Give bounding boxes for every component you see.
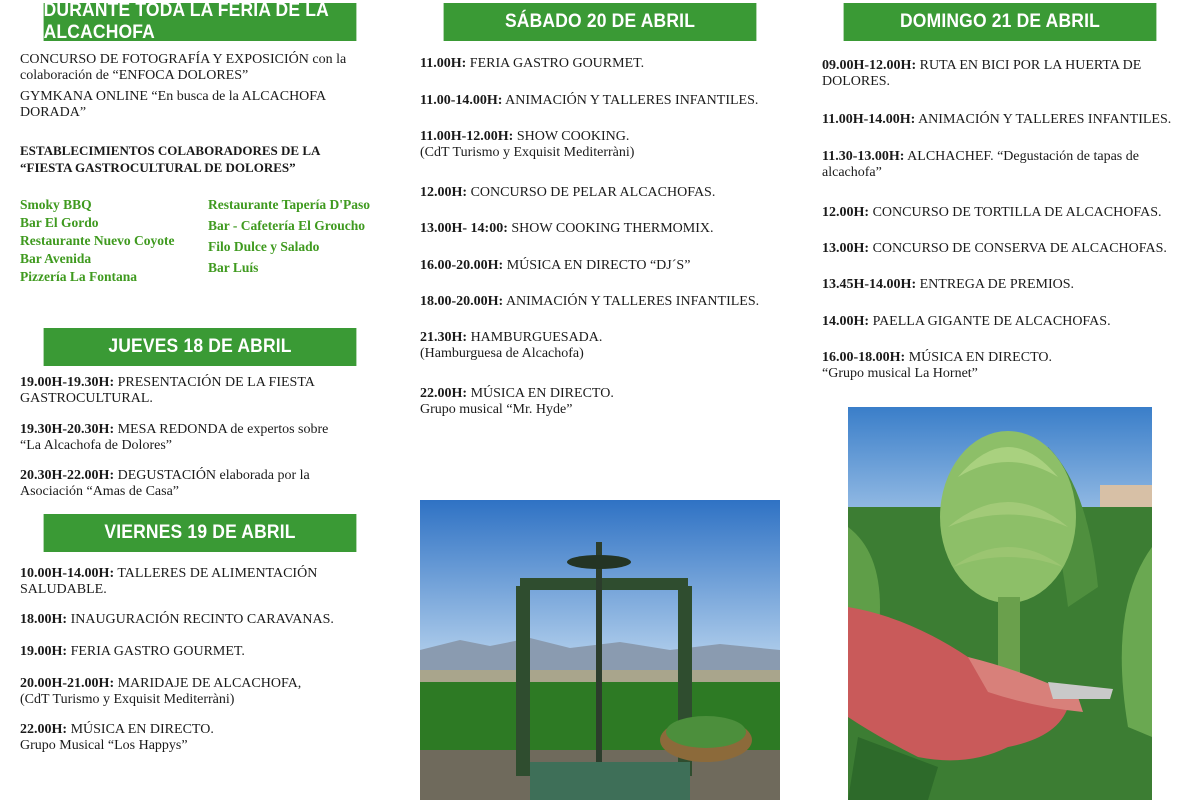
event-detail: (CdT Turismo y Exquisit Mediterràni) [20, 692, 235, 707]
event-detail: DOLORES. [822, 74, 891, 89]
domingo-event-2 [822, 112, 1171, 128]
event-time: 22.00H: [420, 386, 468, 401]
jueves-event-1 [20, 375, 315, 407]
event-text: MÚSICA EN DIRECTO. [67, 722, 214, 737]
photo-well-wheel [420, 500, 780, 800]
event-text: HAMBURGUESADA. [467, 330, 603, 345]
event-time: 21.30H: [420, 330, 468, 345]
event-detail: Grupo Musical “Los Happys” [20, 738, 188, 753]
event-time: 12.00H: [420, 185, 468, 200]
sabado-event-3 [420, 129, 634, 161]
event-text: DEGUSTACIÓN elaborada por la [114, 468, 310, 483]
domingo-event-4 [822, 205, 1161, 221]
event-time: 11.00-14.00H: [420, 93, 503, 108]
event-time: 18.00H: [20, 612, 68, 627]
event-time: 11.30-13.00H: [822, 149, 905, 164]
intro-line-2: colaboración de “ENFOCA DOLORES” [20, 68, 249, 83]
sabado-event-5 [420, 221, 714, 237]
photo-artichoke-hand [848, 407, 1152, 800]
domingo-event-6 [822, 277, 1074, 293]
event-time: 11.00H: [420, 56, 467, 71]
intro-line-1: CONCURSO DE FOTOGRAFÍA Y EXPOSICIÓN con la [20, 52, 347, 67]
event-time: 16.00-18.00H: [822, 350, 906, 365]
event-text: CONCURSO DE TORTILLA DE ALCACHOFAS. [869, 205, 1162, 220]
event-time: 09.00H-12.00H: [822, 58, 917, 73]
artichoke-photo-svg [848, 407, 1152, 800]
event-text: MARIDAJE DE ALCACHOFA, [114, 676, 302, 691]
event-text: MÚSICA EN DIRECTO “DJ´S” [503, 258, 691, 273]
event-time: 19.00H-19.30H: [20, 375, 115, 390]
collab-left-4: Bar Avenida [20, 251, 92, 266]
event-text: INAUGURACIÓN RECINTO CARAVANAS. [67, 612, 334, 627]
event-time: 11.00H-12.00H: [420, 129, 514, 144]
event-detail: Grupo musical “Mr. Hyde” [420, 402, 573, 417]
event-time: 18.00-20.00H: [420, 294, 504, 309]
event-text: CONCURSO DE PELAR ALCACHOFAS. [467, 185, 716, 200]
event-text: FERIA GASTRO GOURMET. [466, 56, 645, 71]
collab-title-1: ESTABLECIMIENTOS COLABORADORES DE LA [20, 143, 321, 158]
collab-right-2: Bar - Cafetería El Groucho [208, 218, 365, 233]
well-photo-svg [420, 500, 780, 800]
collab-left-3: Restaurante Nuevo Coyote [20, 233, 175, 248]
header-sabado: SÁBADO 20 DE ABRIL [444, 3, 757, 41]
event-text: CONCURSO DE CONSERVA DE ALCACHOFAS. [869, 241, 1167, 256]
header-viernes: VIERNES 19 DE ABRIL [44, 514, 357, 552]
event-time: 10.00H-14.00H: [20, 566, 115, 581]
event-text: MÚSICA EN DIRECTO. [905, 350, 1052, 365]
event-detail: “Grupo musical La Hornet” [822, 366, 978, 381]
viernes-event-5 [20, 722, 214, 754]
header-domingo: DOMINGO 21 DE ABRIL [844, 3, 1157, 41]
event-detail: Asociación “Amas de Casa” [20, 484, 179, 499]
event-time: 11.00H-14.00H: [822, 112, 916, 127]
event-detail: (Hamburguesa de Alcachofa) [420, 346, 584, 361]
event-text: MESA REDONDA de expertos sobre [114, 422, 329, 437]
collab-right-3: Filo Dulce y Salado [208, 239, 320, 254]
event-detail: “La Alcachofa de Dolores” [20, 438, 172, 453]
collab-left-1: Smoky BBQ [20, 197, 92, 212]
viernes-event-3 [20, 644, 245, 660]
jueves-event-2 [20, 422, 328, 454]
domingo-event-8 [822, 350, 1052, 382]
collab-left-5: Pizzería La Fontana [20, 269, 137, 284]
event-text: PAELLA GIGANTE DE ALCACHOFAS. [869, 314, 1111, 329]
intro-line-4: DORADA” [20, 105, 87, 120]
event-detail: SALUDABLE. [20, 582, 107, 597]
event-time: 19.00H: [20, 644, 68, 659]
jueves-event-3 [20, 468, 310, 500]
viernes-event-2 [20, 612, 334, 628]
event-text: SHOW COOKING THERMOMIX. [507, 221, 714, 236]
event-time: 13.00H- 14:00: [420, 221, 508, 236]
event-time: 14.00H: [822, 314, 870, 329]
event-text: TALLERES DE ALIMENTACIÓN [114, 566, 318, 581]
event-time: 20.30H-22.00H: [20, 468, 115, 483]
domingo-event-3 [822, 149, 1139, 181]
sabado-event-1 [420, 56, 644, 72]
event-detail: (CdT Turismo y Exquisit Mediterràni) [420, 145, 635, 160]
event-detail: alcachofa” [822, 165, 882, 180]
sabado-event-6 [420, 258, 690, 274]
event-time: 13.45H-14.00H: [822, 277, 917, 292]
event-text: MÚSICA EN DIRECTO. [467, 386, 614, 401]
event-text: ANIMACIÓN Y TALLERES INFANTILES. [503, 294, 760, 309]
event-detail: GASTROCULTURAL. [20, 391, 153, 406]
collab-right-4: Bar Luís [208, 260, 259, 275]
event-time: 22.00H: [20, 722, 68, 737]
header-jueves: JUEVES 18 DE ABRIL [44, 328, 357, 366]
event-text: FERIA GASTRO GOURMET. [67, 644, 245, 659]
intro-line-3: GYMKANA ONLINE “En busca de la ALCACHOFA [20, 89, 327, 104]
sabado-event-7 [420, 294, 759, 310]
event-time: 16.00-20.00H: [420, 258, 504, 273]
event-time: 13.00H: [822, 241, 870, 256]
sabado-event-9 [420, 386, 614, 418]
event-text: ENTREGA DE PREMIOS. [916, 277, 1075, 292]
event-text: RUTA EN BICI POR LA HUERTA DE [916, 58, 1142, 73]
header-durante-feria: DURANTE TODA LA FERIA DE LA ALCACHOFA [44, 3, 357, 41]
viernes-event-4 [20, 676, 301, 708]
collab-title-2: “FIESTA GASTROCULTURAL DE DOLORES” [20, 160, 296, 175]
domingo-event-7 [822, 314, 1111, 330]
collab-right-1: Restaurante Tapería D'Paso [208, 197, 370, 212]
event-time: 12.00H: [822, 205, 870, 220]
sabado-event-2 [420, 93, 758, 109]
event-text: SHOW COOKING. [513, 129, 630, 144]
domingo-event-1 [822, 58, 1141, 90]
event-time: 20.00H-21.00H: [20, 676, 115, 691]
event-text: PRESENTACIÓN DE LA FIESTA [114, 375, 315, 390]
collab-left-2: Bar El Gordo [20, 215, 99, 230]
sabado-event-8 [420, 330, 602, 362]
event-text: ALCHACHEF. “Degustación de tapas de [904, 149, 1139, 164]
domingo-event-5 [822, 241, 1167, 257]
event-time: 19.30H-20.30H: [20, 422, 115, 437]
event-text: ANIMACIÓN Y TALLERES INFANTILES. [502, 93, 759, 108]
sabado-event-4 [420, 185, 715, 201]
viernes-event-1 [20, 566, 317, 598]
event-text: ANIMACIÓN Y TALLERES INFANTILES. [915, 112, 1172, 127]
